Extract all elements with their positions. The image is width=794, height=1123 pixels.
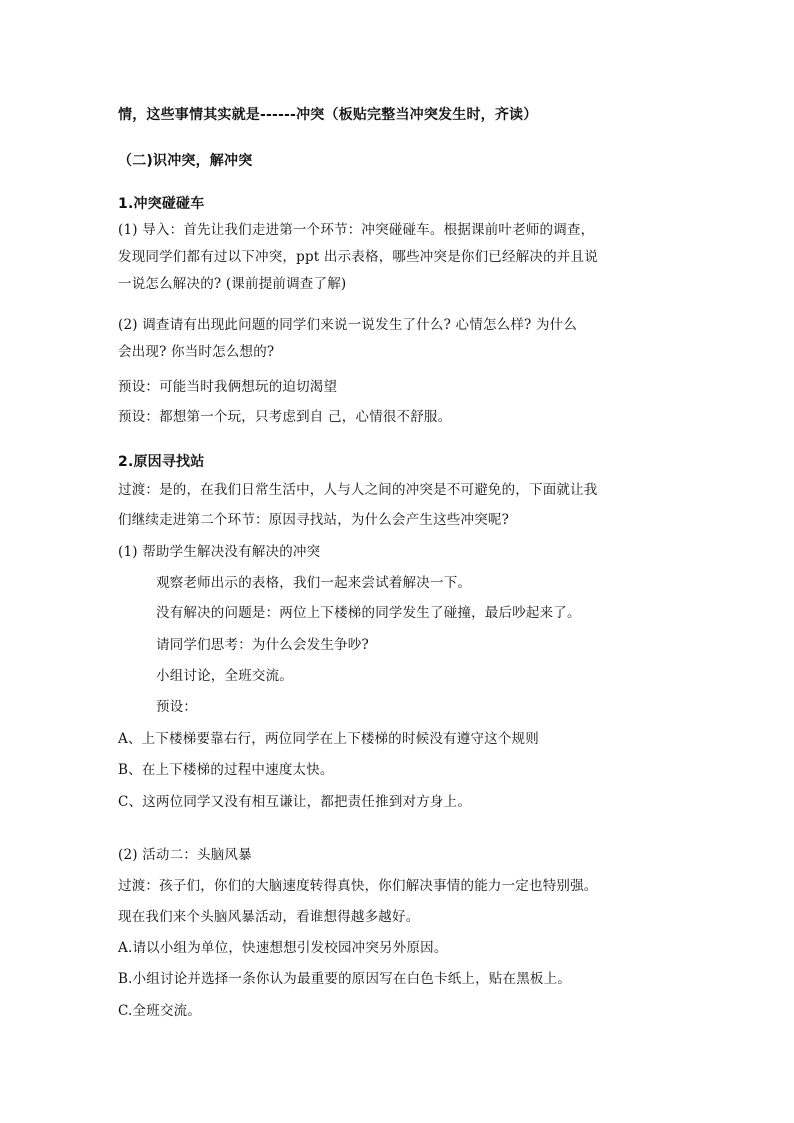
list-item: A.请以小组为单位，快速想想引发校园冲突另外原因。 bbox=[118, 940, 448, 956]
preset-line: 预设：都想第一个玩，只考虑到自 己，心情很不舒服。 bbox=[118, 409, 452, 425]
paragraph-line: 过渡：是的，在我们日常生活中，人与人之间的冲突是不可避免的，下面就让我 bbox=[118, 482, 598, 498]
preset-line: 预设：可能当时我俩想玩的迫切渴望 bbox=[118, 379, 338, 395]
list-item: C、这两位同学又没有相互谦让，都把责任推到对方身上。 bbox=[118, 794, 472, 810]
paragraph-line: 过渡：孩子们，你们的大脑速度转得真快，你们解决事情的能力一定也特别强。 bbox=[118, 878, 598, 894]
paragraph-line: 小组讨论，全班交流。 bbox=[156, 668, 293, 684]
paragraph-intro-continuation: 情，这些事情其实就是------冲突（板贴完整当冲突发生时，齐读） bbox=[118, 107, 538, 123]
list-item: C.全班交流。 bbox=[118, 1003, 202, 1019]
paragraph-line: 没有解决的问题是：两位上下楼梯的同学发生了碰撞，最后吵起来了。 bbox=[156, 605, 581, 621]
list-item: A、上下楼梯要靠右行，两位同学在上下楼梯的时候没有遵守这个规则 bbox=[118, 731, 539, 747]
list-item: B、在上下楼梯的过程中速度太快。 bbox=[118, 762, 334, 778]
preset-label: 预设： bbox=[156, 699, 198, 715]
paragraph-line: 观察老师出示的表格，我们一起来尝试着解决一下。 bbox=[156, 575, 472, 591]
list-item-heading: (2) 活动二：头脑风暴 bbox=[118, 847, 252, 863]
paragraph-line: 一说怎么解决的? (课前提前调查了解) bbox=[118, 276, 347, 292]
paragraph-line: 请同学们思考：为什么会发生争吵? bbox=[156, 637, 369, 653]
paragraph-line: 现在我们来个头脑风暴活动，看谁想得越多越好。 bbox=[118, 909, 420, 925]
subheading-conflict-bumper-car: 1.冲突碰碰车 bbox=[118, 196, 205, 212]
subheading-cause-search: 2.原因寻找站 bbox=[118, 454, 205, 470]
paragraph-line: (1) 导入：首先让我们走进第一个环节：冲突碰碰车。根据课前叶老师的调查， bbox=[118, 222, 595, 238]
paragraph-line: (2) 调查请有出现此问题的同学们来说一说发生了什么? 心情怎么样? 为什么 bbox=[118, 317, 578, 333]
list-item-heading: (1) 帮助学生解决没有解决的冲突 bbox=[118, 544, 321, 560]
paragraph-line: 们继续走进第二个环节：原因寻找站，为什么会产生这些冲突呢? bbox=[118, 512, 510, 528]
paragraph-line: 发现同学们都有过以下冲突，ppt 出示表格，哪些冲突是你们已经解决的并且说 bbox=[118, 249, 598, 265]
list-item: B.小组讨论并选择一条你认为最重要的原因写在白色卡纸上，贴在黑板上。 bbox=[118, 971, 572, 987]
section-heading-2: （二)识冲突，解冲突 bbox=[118, 153, 253, 169]
paragraph-line: 会出现? 你当时怎么想的? bbox=[118, 344, 275, 360]
